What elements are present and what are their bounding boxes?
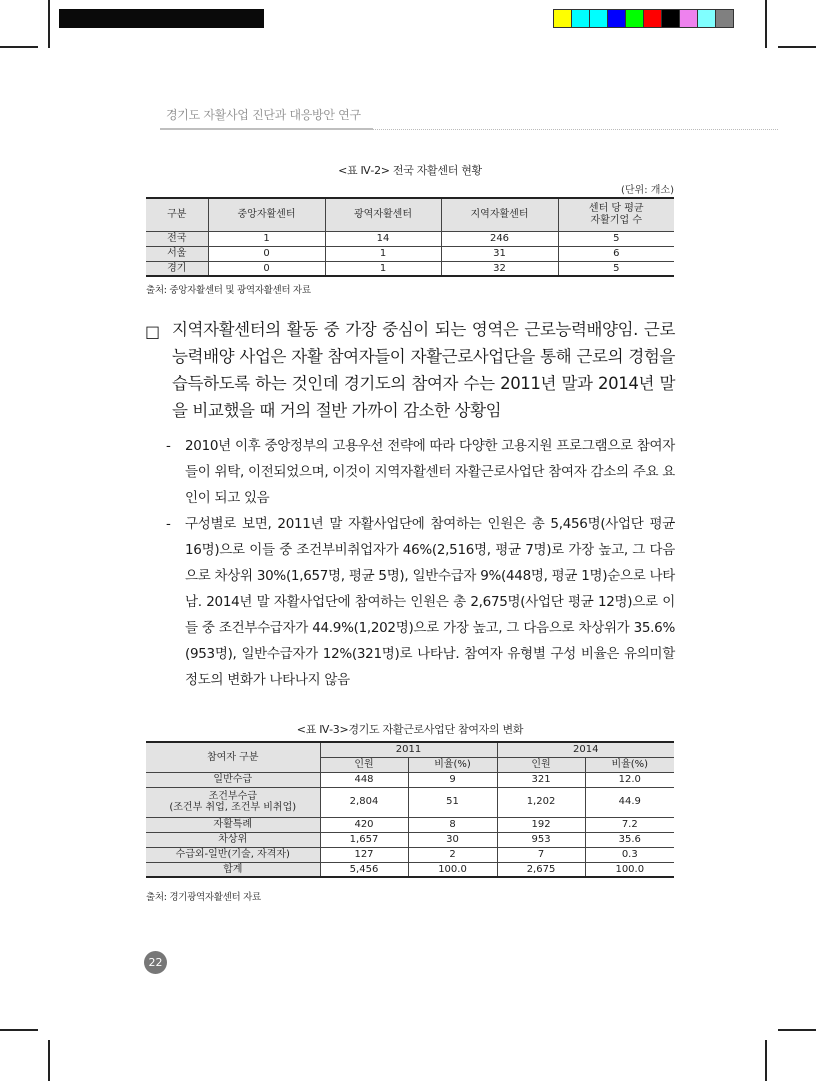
row-label: 서울	[146, 246, 208, 261]
table-cell: 953	[497, 832, 585, 847]
row-label: 전국	[146, 231, 208, 246]
table-cell: 7	[497, 847, 585, 862]
crop-mark	[48, 1040, 50, 1081]
table-row	[146, 817, 674, 832]
sub-point	[166, 433, 675, 511]
crop-mark	[0, 46, 38, 48]
header-dotted-rule	[373, 129, 778, 130]
table-cell: 1,202	[497, 787, 585, 817]
crop-mark	[765, 1040, 767, 1081]
main-point	[145, 316, 675, 424]
color-swatch	[715, 9, 734, 28]
table-cell: 5	[558, 261, 674, 276]
table-row	[146, 772, 674, 787]
column-header-count: 인원	[497, 757, 585, 772]
table-cell: 1	[208, 231, 325, 246]
row-label: 수급외-일반(기술, 자격자)	[146, 847, 320, 862]
table-row	[146, 231, 674, 246]
table2-caption: <표 Ⅳ-3>경기도 자활근로사업단 참여자의 변화	[296, 723, 524, 736]
table-cell: 51	[408, 787, 497, 817]
table-cell: 32	[441, 261, 558, 276]
color-swatch	[589, 9, 608, 28]
column-header: 구분	[146, 198, 208, 231]
color-swatch	[607, 9, 626, 28]
table-cell: 7.2	[585, 817, 674, 832]
table-row	[146, 246, 674, 261]
page-number: 22	[144, 951, 167, 974]
table-cell: 44.9	[585, 787, 674, 817]
table-cell: 0	[208, 261, 325, 276]
table-cell: 246	[441, 231, 558, 246]
table-cell: 127	[320, 847, 408, 862]
color-swatch	[679, 9, 698, 28]
color-swatch	[643, 9, 662, 28]
table-row	[146, 862, 674, 877]
table-cell: 192	[497, 817, 585, 832]
running-header: 경기도 자활사업 진단과 대응방안 연구	[166, 108, 361, 122]
table-cell: 8	[408, 817, 497, 832]
table-cell: 420	[320, 817, 408, 832]
table-cell: 1,657	[320, 832, 408, 847]
row-label: 일반수급	[146, 772, 320, 787]
table1-caption: <표 Ⅳ-2> 전국 자활센터 현황	[338, 164, 482, 177]
row-label: 경기	[146, 261, 208, 276]
color-swatch	[553, 9, 572, 28]
color-swatch	[661, 9, 680, 28]
row-label: 합계	[146, 862, 320, 877]
column-header: 중앙자활센터	[208, 198, 325, 231]
crop-mark	[48, 0, 50, 48]
table1	[146, 197, 674, 277]
sub-point	[166, 511, 675, 693]
column-header-count: 인원	[320, 757, 408, 772]
table-cell: 14	[325, 231, 441, 246]
row-label: 자활특례	[146, 817, 320, 832]
table-cell: 1	[325, 261, 441, 276]
crop-mark	[765, 0, 767, 48]
color-swatch	[625, 9, 644, 28]
table-cell: 2	[408, 847, 497, 862]
table-cell: 2,675	[497, 862, 585, 877]
dash-bullet: -	[166, 516, 171, 532]
table-cell: 12.0	[585, 772, 674, 787]
table-cell: 0.3	[585, 847, 674, 862]
column-header: 지역자활센터	[441, 198, 558, 231]
sub-point-text: 구성별로 보면, 2011년 말 자활사업단에 참여하는 인원은 총 5,456명(사업단 평균 16명)으로 이들 중 조건부비취업자가 46%(2,516명, 평균 7명)로 가장 높고, 그 다음으로 차상위 30%(1,657명, 평균 5명), 일반수급자 9%(448명, 평균 1명)순으로 나타남. 2014년 말 자활사업단에 참여하는 인원은 총 2,675명(사업단 평균 12명)으로 이들 중 조건부수급자가 44.9%(1,202명)으로 가장 높고, 그 다음으로 차상위가 35.6%(953명), 일반수급자가 12%(321명)로 나타남. 참여자 유형별 구성 비율은 유의미할 정도의 변화가 나타나지 않음	[185, 516, 675, 688]
table-cell: 0	[208, 246, 325, 261]
table1-source: 출처: 중앙자활센터 및 광역자활센터 자료	[146, 285, 311, 296]
table-row	[146, 787, 674, 817]
table1-unit: (단위: 개소)	[621, 185, 674, 196]
table-cell: 6	[558, 246, 674, 261]
crop-mark	[0, 1029, 38, 1031]
table-cell: 31	[441, 246, 558, 261]
table-header-row	[146, 198, 674, 231]
row-label: 차상위	[146, 832, 320, 847]
table-cell: 448	[320, 772, 408, 787]
row-label: 조건부수급 (조건부 취업, 조건부 비취업)	[146, 787, 320, 817]
crop-mark	[778, 46, 816, 48]
column-header: 센터 당 평균 자활기업 수	[558, 198, 674, 231]
dash-bullet: -	[166, 438, 171, 454]
column-header-year-2011: 2011	[320, 742, 497, 757]
table-header-row	[146, 742, 674, 757]
sub-point-text: 2010년 이후 중앙정부의 고용우선 전략에 따라 다양한 고용지원 프로그램으로 참여자들이 위탁, 이전되었으며, 이것이 지역자활센터 자활근로사업단 참여자 감소의 주요 요인이 되고 있음	[185, 438, 675, 506]
table-cell: 9	[408, 772, 497, 787]
table-cell: 5	[558, 231, 674, 246]
color-swatch	[697, 9, 716, 28]
color-calibration-bar	[553, 9, 733, 28]
main-point-text: 지역자활센터의 활동 중 가장 중심이 되는 영역은 근로능력배양임. 근로능력배양 사업은 자활 참여자들이 자활근로사업단을 통해 근로의 경험을 습득하도록 하는 것인데 경기도의 참여자 수는 2011년 말과 2014년 말을 비교했을 때 거의 절반 가까이 감소한 상황임	[172, 320, 675, 420]
column-header-ratio: 비율(%)	[585, 757, 674, 772]
table2	[146, 741, 674, 878]
column-header-year-2014: 2014	[497, 742, 674, 757]
color-swatch	[571, 9, 590, 28]
table-row	[146, 847, 674, 862]
print-registration-bar	[59, 9, 264, 28]
crop-mark	[778, 1029, 816, 1031]
table-row	[146, 832, 674, 847]
table-row	[146, 261, 674, 276]
column-header-ratio: 비율(%)	[408, 757, 497, 772]
table-cell: 100.0	[585, 862, 674, 877]
table-cell: 1	[325, 246, 441, 261]
table-cell: 2,804	[320, 787, 408, 817]
table-cell: 100.0	[408, 862, 497, 877]
table-cell: 5,456	[320, 862, 408, 877]
column-header: 광역자활센터	[325, 198, 441, 231]
column-header-participant-type: 참여자 구분	[146, 742, 320, 772]
table-cell: 321	[497, 772, 585, 787]
table2-source: 출처: 경기광역자활센터 자료	[146, 892, 261, 903]
table-cell: 30	[408, 832, 497, 847]
header-rule	[160, 128, 373, 130]
table-cell: 35.6	[585, 832, 674, 847]
checkbox-bullet-icon: □	[145, 322, 160, 341]
